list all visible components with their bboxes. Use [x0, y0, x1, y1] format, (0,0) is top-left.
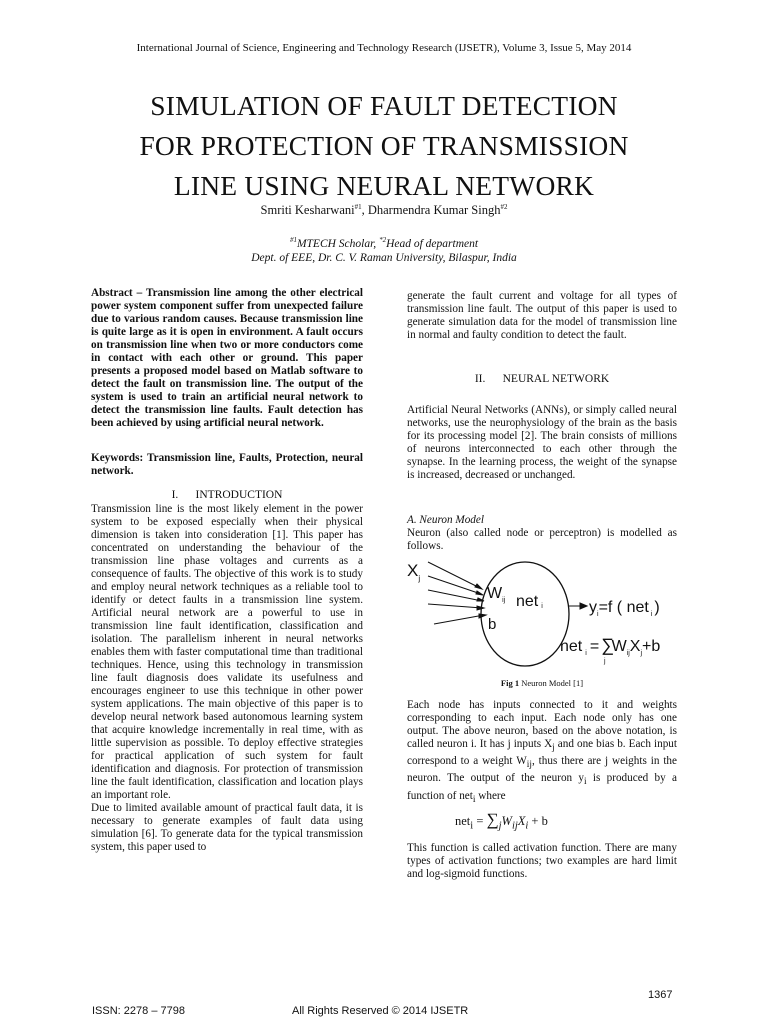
affil-marker: #1	[289, 236, 297, 244]
keywords	[91, 452, 363, 478]
affil-role: Head of department	[386, 237, 479, 250]
author-marker: #2	[500, 203, 508, 211]
bias-label: b	[488, 616, 497, 633]
abstract	[91, 287, 363, 430]
section-heading-neural-network	[407, 373, 677, 385]
paragraph: Transmission line is the most likely element in the power system to be exposed especially when their physical dimension is taken into consideration [1]. This paper has concentrated on understanding the behaviour of the transmission line phase voltages and currents as a consequence of faults. The objective of this work is to study and employ neural network techniques as a reliable tool to identify or detect faults in a transmission line system. Artificial neural network are a powerful to use in transmission line fault identification, classification and isolation. The parallelism inherent in neural networks enables them with faster computational time than traditional techniques. Hence, using this technology in transmission line fault diagnosis does validate its usefulness and encourages engineer to use this technique in other power system applications. The main objective of this paper is to develop neural network based autonomous learning system that acquire knowledge incrementally in real time, with as little supervision as possible. To deploy effective strategies for practical application of such system for fault identification and diagnosis. For protection of transmission line the fault identification, classification and location plays an important role.	[91, 503, 363, 801]
section-title: NEURAL NETWORK	[502, 373, 610, 385]
affiliation	[0, 233, 768, 265]
author-name: Smriti Kesharwani	[260, 203, 355, 218]
output-arrow	[569, 603, 587, 609]
section-number: II.	[474, 373, 486, 385]
paragraph: Neuron (also called node or perceptron) is modelled as follows.	[407, 527, 677, 552]
author-separator: ,	[361, 203, 368, 218]
input-arrows	[428, 562, 486, 624]
input-arrow	[428, 562, 480, 588]
caption-text: Neuron Model [1]	[519, 678, 584, 688]
section-heading-introduction	[91, 489, 363, 501]
abstract-label: Abstract	[91, 287, 133, 299]
net-label: net i	[516, 593, 543, 610]
input-arrow	[428, 604, 482, 608]
title-line: FOR PROTECTION OF TRANSMISSION	[139, 130, 629, 161]
output-equation: $y_i=f$ ( net $_i$ )	[589, 599, 660, 618]
subsection-heading: A. Neuron Model	[407, 514, 484, 526]
weight-label: $W_{ij}$	[487, 585, 506, 604]
arrow-head	[475, 584, 482, 589]
section-title: INTRODUCTION	[195, 489, 283, 501]
section-number: I.	[171, 489, 179, 501]
activation-equation: $net_i = \sum_jW_{ij}X_i + b$	[455, 810, 548, 832]
neuron-circle	[481, 562, 569, 666]
affil-dept: Dept. of EEE, Dr. C. V. Raman University, Bilaspur, India	[251, 251, 517, 264]
figure-caption	[407, 678, 677, 688]
title-line: SIMULATION OF FAULT DETECTION	[150, 90, 618, 121]
activation-paragraph: This function is called activation function. There are many types of activation functions; two examples are hard limit and log-sigmoid functions.	[407, 842, 677, 880]
author-list	[0, 203, 768, 218]
right-column-continuation: generate the fault current and voltage for all types of transmission line fault. The output of this paper is used to generate simulation data for the model of transmission line in normal and faulty condition to detect the fault.	[407, 290, 677, 341]
journal-header: International Journal of Science, Engineering and Technology Research (IJSETR), Volume 3, Issue 5, May 2014	[136, 42, 632, 54]
keywords-text: Transmission line, Faults, Protection, neural network.	[91, 452, 363, 477]
arrow-head	[479, 614, 486, 618]
author-name: Dharmendra Kumar Singh	[367, 203, 501, 218]
arrow-head	[580, 603, 587, 609]
affil-role: MTECH Scholar,	[296, 237, 380, 250]
neuron-model-figure	[404, 554, 678, 672]
input-label: $X_j$	[407, 561, 421, 583]
affil-marker: *2	[379, 236, 387, 244]
footer-rights: All Rights Reserved © 2014 IJSETR	[292, 1005, 469, 1017]
keywords-label: Keywords:	[91, 452, 144, 464]
input-arrow	[434, 615, 484, 624]
node-paragraph: Each node has inputs connected to it and weights corresponding to each input. Each node only has one output. The above neuron, based on the above notation, is called neuron i. It has j inputs $X_j$ and one bias b. Each input correspond to a weight $W_{ij}$, thus there are j weights in the neuron. The output of the neuron $y_i$ is produced by a function of net$_i$ where	[407, 699, 678, 805]
arrow-head	[476, 591, 483, 595]
title-line: LINE USING NEURAL NETWORK	[173, 170, 595, 201]
introduction-body	[91, 503, 363, 854]
paragraph: Due to limited available amount of practical fault data, it is necessary to generate examples of fault data using simulation [6]. To generate data for the typical transmission system, this paper used to	[91, 802, 363, 853]
neural-network-body: Artificial Neural Networks (ANNs), or simply called neural networks, use the neurophysiology of the brain as the basis for its processing model [2]. The brain consists of millions of neurons interconnected to each other through the synapse. In the learning process, the weight of the synapse is increased, decreased or unchanged.	[407, 404, 677, 481]
abstract-text: – Transmission line among the other electrical power system component suffer from unexpected failure due to various random causes. Because transmission line is quite large as it is open in environment. A fault occurs on transmission line when two or more conductors come in contact with each other or ground. This paper presents a proposed model based on Matlab software to detect the fault on transmission line. The output of the system is used to train an artificial neural network to detect the transmission line faults. Fault detection has been achieved by using artificial neural network.	[91, 287, 363, 429]
footer-issn: ISSN: 2278 – 7798	[92, 1005, 185, 1017]
page-number: 1367	[648, 989, 673, 1001]
author-marker: #1	[354, 203, 362, 211]
paper-title	[60, 86, 708, 206]
neuron-model-section	[407, 514, 677, 553]
caption-label: Fig 1	[500, 678, 520, 688]
net-equation: net $_i$ = ∑ $jW_{ij}X_j+b$	[560, 635, 661, 665]
